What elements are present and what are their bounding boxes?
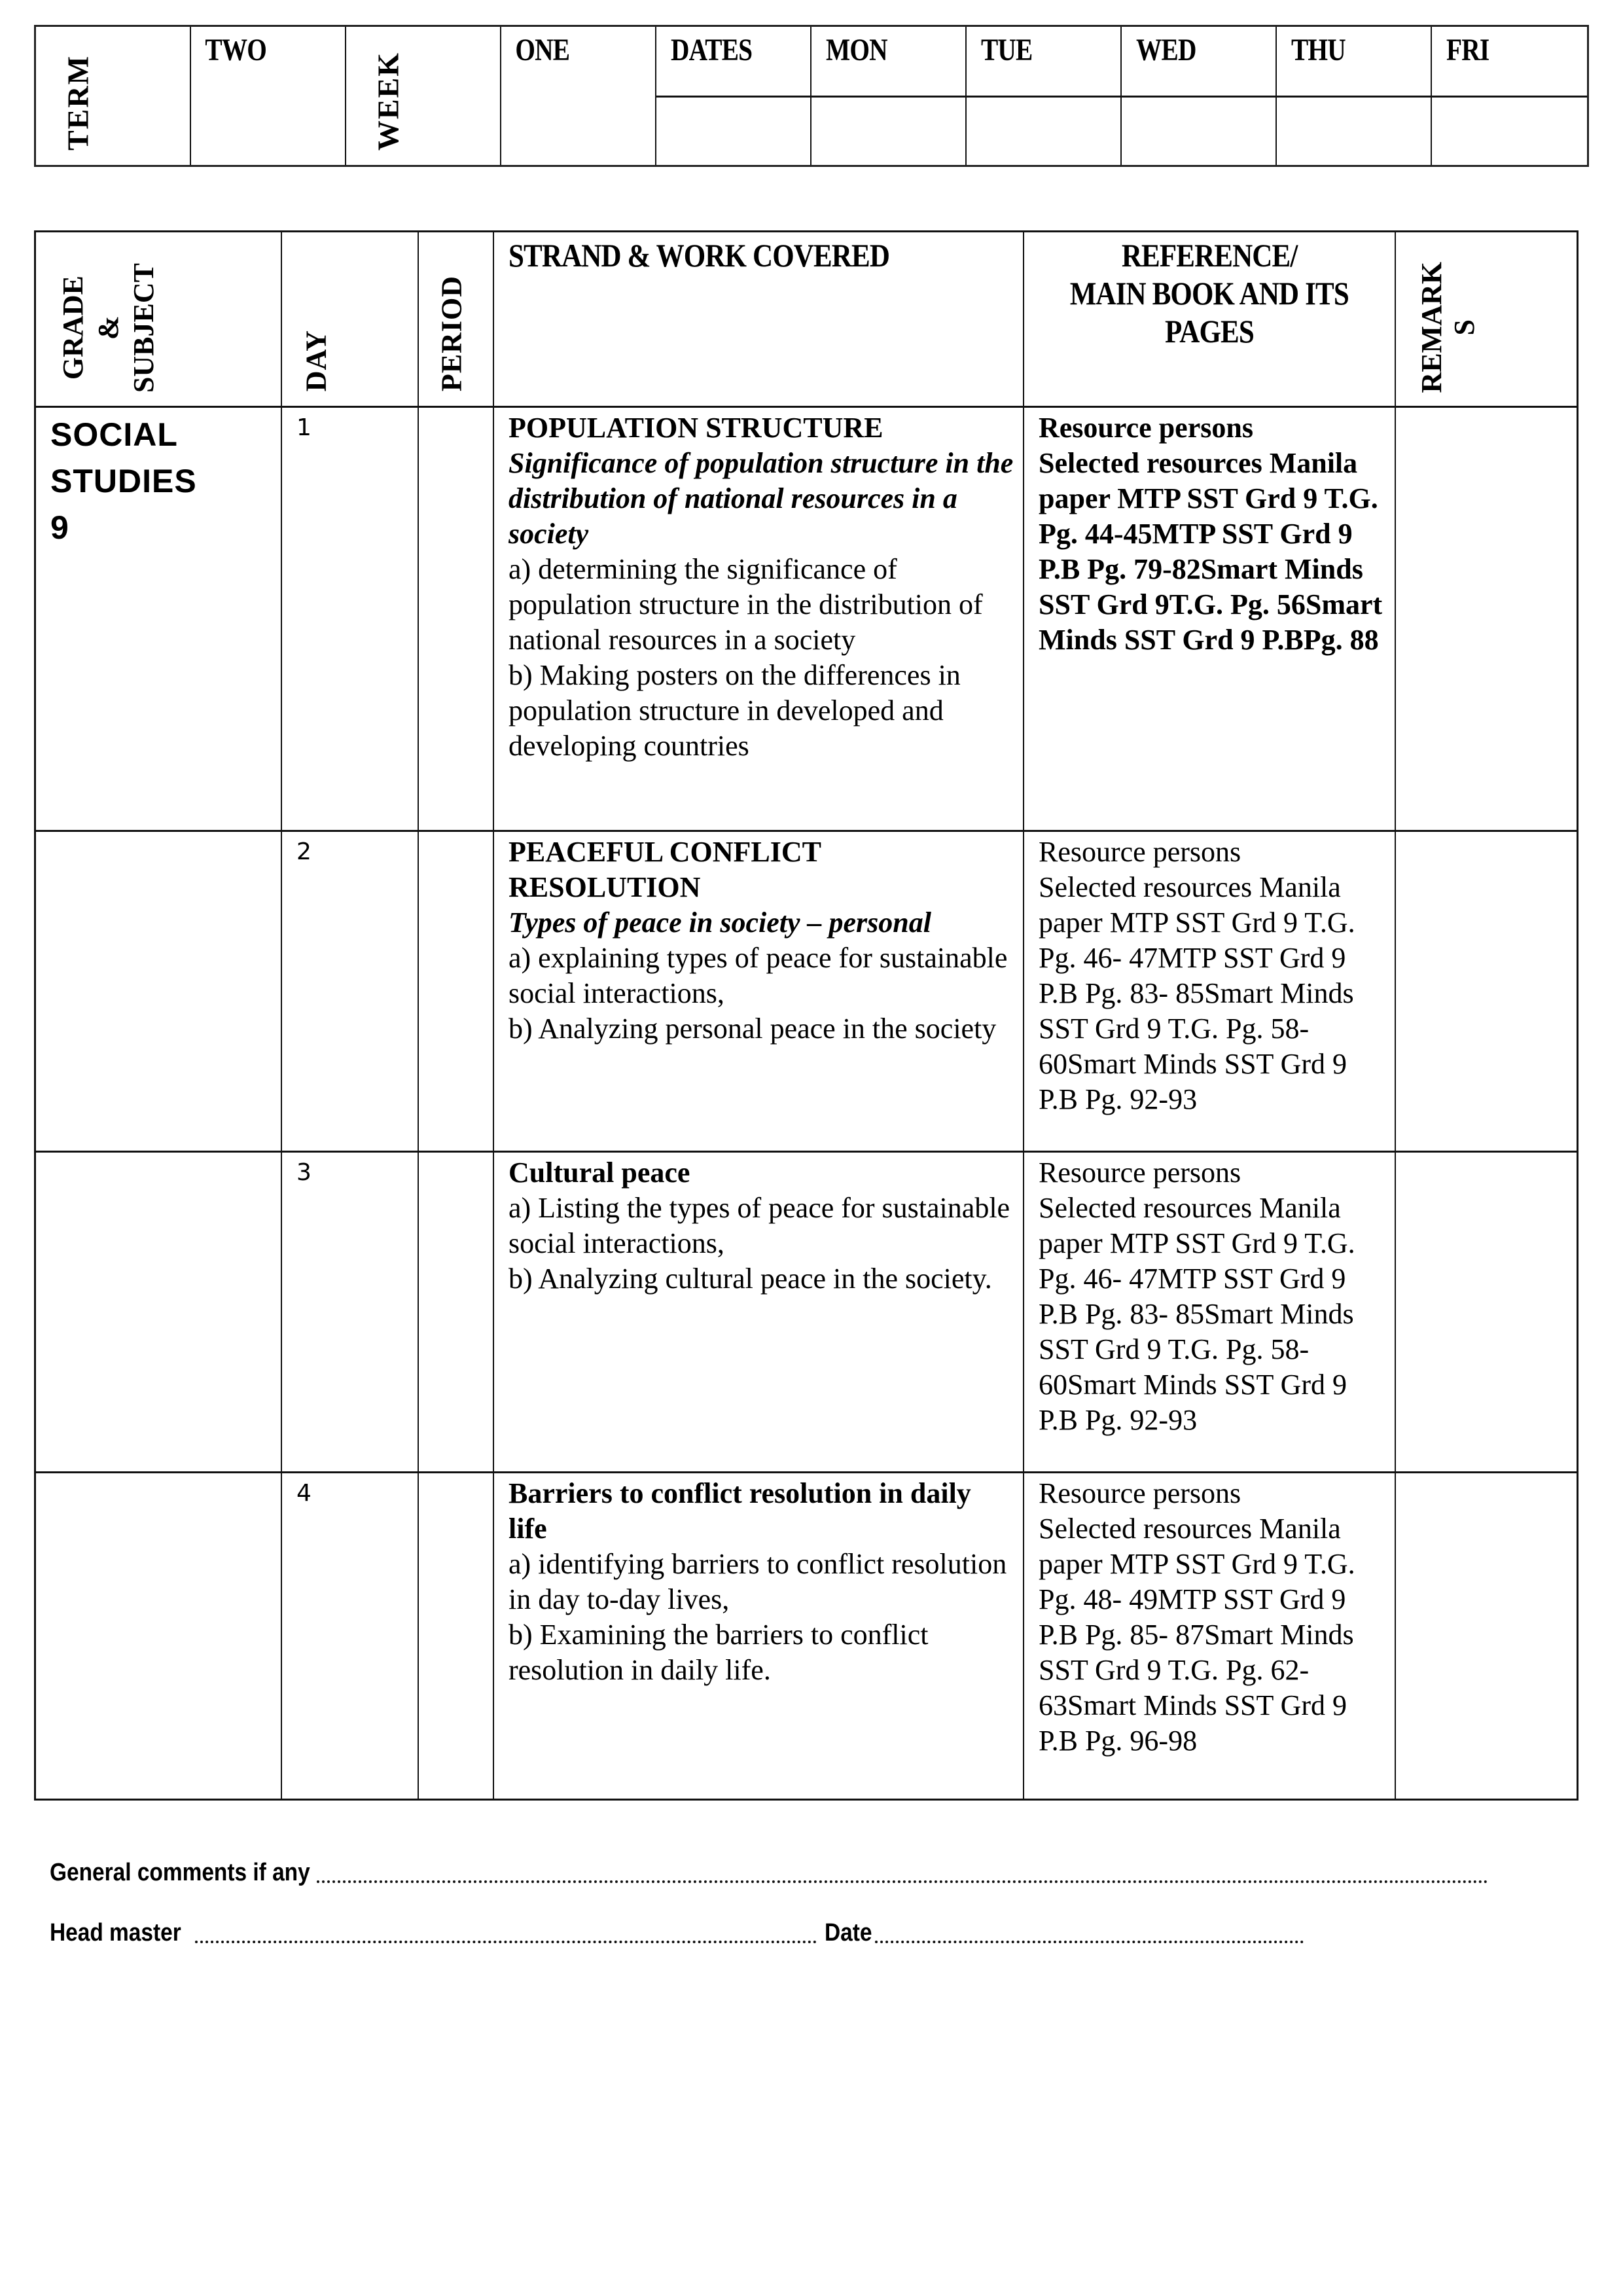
term-label: TERM: [61, 55, 95, 151]
day-number: 1: [296, 414, 312, 441]
activity-a: a) Listing the types of peace for sustainable social interactions,: [508, 1192, 1010, 1259]
table-row: [36, 1473, 1577, 1799]
table-row: [36, 408, 1577, 832]
week-label-cell: [346, 27, 501, 165]
strand-title: Barriers to conflict resolution in daily life: [508, 1477, 971, 1545]
strand-cell: [494, 1473, 1024, 1799]
day-header-tue: [967, 27, 1122, 98]
dates-header: [656, 27, 812, 98]
day-label-fri: FRI: [1446, 33, 1489, 67]
day-cell: [282, 408, 419, 830]
activity-a: a) determining the significance of population structure in the distribution of national resources in a society: [508, 553, 983, 656]
strand-subtitle: Types of peace in society – personal: [508, 906, 931, 939]
day-cell: [282, 1473, 419, 1799]
week-label: WEEK: [371, 51, 405, 151]
reference-line2: Selected resources Manila paper MTP SST Grd 9 T.G. Pg. 44-45MTP SST Grd 9 P.B Pg. 79-82Smart Minds SST Grd 9T.G. Pg. 56Smart Minds SST Grd 9 P.BPg. 88: [1039, 447, 1383, 656]
date-cell-mon[interactable]: [812, 98, 967, 165]
reference-line2: Selected resources Manila paper MTP SST Grd 9 T.G. Pg. 46- 47MTP SST Grd 9 P.B Pg. 83- 85Smart Minds SST Grd 9 T.G. Pg. 58-60Smart Minds SST Grd 9 P.B Pg. 92-93: [1039, 1192, 1355, 1436]
subject-line1: SOCIAL: [50, 416, 178, 453]
day-label-tue: TUE: [981, 33, 1033, 67]
general-comments-label: General comments if any: [50, 1859, 310, 1886]
subject-label: SUBJECT: [128, 262, 160, 393]
header-day: [282, 232, 419, 406]
subject-name: [36, 408, 281, 551]
headmaster-signature-field[interactable]: [195, 1941, 817, 1943]
strand-cell: [494, 1153, 1024, 1471]
remarks-cell[interactable]: [1396, 408, 1577, 830]
header-remarks: [1396, 232, 1577, 406]
reference-header-line3: PAGES: [1165, 313, 1254, 350]
term-value-cell: [191, 27, 346, 165]
activity-a: a) identifying barriers to conflict resolution in day to-day lives,: [508, 1548, 1007, 1615]
grade-subject-cell: [36, 408, 282, 830]
strand-title: POPULATION STRUCTURE: [508, 412, 883, 444]
remarks-line1: REMARK: [1416, 261, 1448, 393]
term-value: TWO: [205, 33, 267, 67]
date-field[interactable]: [875, 1941, 1304, 1943]
reference-cell: [1024, 832, 1396, 1151]
day-number: 2: [296, 838, 312, 865]
reference-line1: Resource persons: [1039, 412, 1253, 444]
table-row: [36, 832, 1577, 1153]
date-label: Date: [825, 1919, 872, 1946]
reference-line1: Resource persons: [1039, 836, 1241, 868]
reference-header-line1: REFERENCE/: [1121, 237, 1298, 274]
day-cell: [282, 832, 419, 1151]
day-header-mon: [812, 27, 967, 98]
strand-title: PEACEFUL CONFLICT RESOLUTION: [508, 836, 821, 903]
day-number: 3: [296, 1159, 312, 1186]
dates-value-cell[interactable]: [656, 98, 812, 165]
activity-b: b) Analyzing personal peace in the society: [508, 1013, 997, 1045]
strand-title: Cultural peace: [508, 1157, 690, 1189]
remarks-cell[interactable]: [1396, 1153, 1577, 1471]
day-header-fri: [1432, 27, 1587, 98]
header-period: [419, 232, 494, 406]
subject-grade: 9: [50, 509, 69, 546]
period-cell[interactable]: [419, 1153, 494, 1471]
reference-line1: Resource persons: [1039, 1477, 1241, 1509]
grade-subject-label: [56, 263, 162, 393]
term-week-table: [34, 25, 1589, 167]
date-cell-wed[interactable]: [1122, 98, 1277, 165]
reference-header-line2: MAIN BOOK AND ITS: [1069, 275, 1349, 312]
header-strand: [494, 232, 1024, 406]
headmaster-label: Head master: [50, 1919, 181, 1946]
day-header-label: DAY: [300, 329, 332, 391]
period-header-label: PERIOD: [435, 275, 468, 391]
strand-header-label: STRAND & WORK COVERED: [508, 237, 890, 274]
day-header-thu: [1277, 27, 1432, 98]
general-comments-line: [50, 1859, 1488, 1887]
dates-label: DATES: [671, 33, 753, 67]
day-header-wed: [1122, 27, 1277, 98]
scheme-of-work-table: [34, 230, 1578, 1801]
period-cell[interactable]: [419, 1473, 494, 1799]
date-cell-tue[interactable]: [967, 98, 1122, 165]
strand-subtitle: Significance of population structure in the distribution of national resources in a society: [508, 447, 1014, 550]
strand-cell: [494, 408, 1024, 830]
signature-line: [50, 1919, 1304, 1947]
reference-line2: Selected resources Manila paper MTP SST Grd 9 T.G. Pg. 48- 49MTP SST Grd 9 P.B Pg. 85- 87Smart Minds SST Grd 9 T.G. Pg. 62-63Smart Minds SST Grd 9 P.B Pg. 96-98: [1039, 1513, 1355, 1757]
header-reference: [1024, 232, 1396, 406]
reference-cell: [1024, 1473, 1396, 1799]
date-cell-thu[interactable]: [1277, 98, 1432, 165]
activity-a: a) explaining types of peace for sustainable social interactions,: [508, 942, 1008, 1009]
date-cell-fri[interactable]: [1432, 98, 1587, 165]
remarks-header-label: [1416, 262, 1481, 393]
general-comments-field[interactable]: [317, 1880, 1488, 1883]
grade-subject-cell: [36, 1473, 282, 1799]
activity-b: b) Analyzing cultural peace in the society.: [508, 1263, 992, 1295]
grade-subject-cell: [36, 832, 282, 1151]
grade-subject-cell: [36, 1153, 282, 1471]
day-label-mon: MON: [826, 33, 887, 67]
period-cell[interactable]: [419, 832, 494, 1151]
activity-b: b) Making posters on the differences in population structure in developed and developing countries: [508, 659, 961, 762]
reference-cell: [1024, 408, 1396, 830]
table-header-row: [36, 232, 1577, 408]
activity-b: b) Examining the barriers to conflict resolution in daily life.: [508, 1619, 929, 1686]
reference-cell: [1024, 1153, 1396, 1471]
remarks-cell[interactable]: [1396, 1473, 1577, 1799]
day-number: 4: [296, 1480, 312, 1507]
week-value-cell: [501, 27, 656, 165]
reference-line2: Selected resources Manila paper MTP SST Grd 9 T.G. Pg. 46- 47MTP SST Grd 9 P.B Pg. 83- 85Smart Minds SST Grd 9 T.G. Pg. 58-60Smart Minds SST Grd 9 P.B Pg. 92-93: [1039, 871, 1355, 1115]
remarks-cell[interactable]: [1396, 832, 1577, 1151]
header-grade-subject: [36, 232, 282, 406]
day-cell: [282, 1153, 419, 1471]
grade-label: GRADE: [57, 276, 89, 380]
term-label-cell: [36, 27, 191, 165]
reference-line1: Resource persons: [1039, 1157, 1241, 1189]
strand-cell: [494, 832, 1024, 1151]
day-label-wed: WED: [1136, 33, 1196, 67]
subject-line2: STUDIES: [50, 463, 197, 499]
week-value: ONE: [515, 33, 570, 67]
remarks-line2: S: [1448, 319, 1480, 336]
ampersand-label: &: [92, 315, 124, 340]
table-row: [36, 1153, 1577, 1473]
day-label-thu: THU: [1291, 33, 1346, 67]
period-cell[interactable]: [419, 408, 494, 830]
